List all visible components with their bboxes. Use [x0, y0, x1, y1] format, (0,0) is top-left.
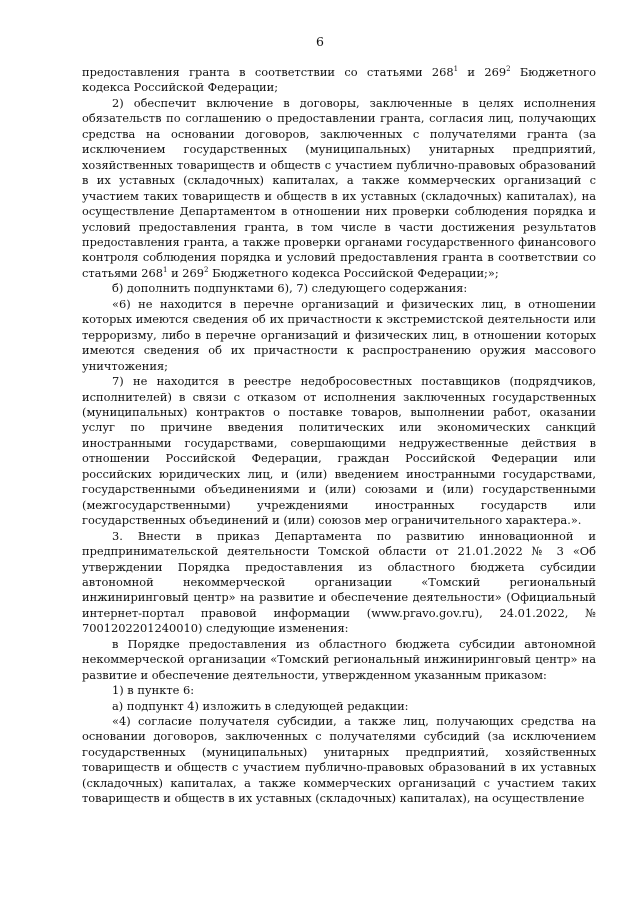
- paragraph-item-2: [82, 96, 596, 281]
- paragraph-grant-articles-continuation: [82, 65, 596, 96]
- page-number: 6: [316, 34, 324, 49]
- superscript: 2: [506, 65, 511, 73]
- paragraph-text: и 269: [458, 65, 507, 79]
- paragraph-procedure-intro: в Порядке предоставления из областного бюджета субсидии автономной некоммерческой организации «Томский региональный инжиниринговый центр» на развитие и обеспечение деятельности, утвержденном указанным приказом:: [82, 636, 596, 682]
- paragraph-text: 2) обеспечит включение в договоры, заключенные в целях исполнения обязательств по соглашению о предоставлении гранта, согласия лиц, получающих средства на основании договоров, заключенных с получателями гранта (за исключением государственных (муниципальных) унитарных предприятий, хозяйственных товариществ и обществ с участием публично-правовых образований в их уставных (складочных) капиталах, а также коммерческих организаций с участием таких товариществ и обществ в их уставных (складочных) капиталах), на осуществление Департаментом в отношении них проверки соблюдения порядка и условий предоставления гранта, в том числе в части достижения результатов предоставления гранта, а также проверки органами государственного финансового контроля соблюдения порядка и условий предоставления гранта в соответствии со статьями 268: [82, 95, 596, 280]
- superscript: 1: [162, 265, 168, 274]
- paragraph-item-1: 1) в пункте 6:: [112, 683, 195, 698]
- paragraph-text: Бюджетного кодекса Российской Федерации;»;: [208, 265, 499, 280]
- paragraph-subitem-6: «6) не находится в перечне организаций и физических лиц, в отношении которых имеются сведения об их причастности к экстремистской деятельности или терроризму, либо в перечне организаций и физических лиц, в отношении которых имеются сведения об их причастности к распространению оружия массового уничтожения;: [82, 296, 596, 373]
- superscript: 2: [204, 265, 209, 274]
- document-body: [82, 65, 596, 807]
- paragraph-subitem-7: 7) не находится в реестре недобросовестных поставщиков (подрядчиков, исполнителей) в связи с отказом от исполнения заключенных государственных (муниципальных) контрактов о поставке товаров, выполнении работ, оказании услуг по причине введения политических или экономических санкций иностранными государствами, совершающими недружественные действия в отношении Российской Федерации, граждан Российской Федерации или российских юридических лиц, и (или) введением иностранными государствами, государственными объединениями и (или) союзами и (или) государственными (межгосударственными) учреждениями иностранных государств или государственных объединений и (или) союзов мер ограничительного характера.».: [82, 374, 596, 528]
- paragraph-subitem-4: «4) согласие получателя субсидии, а также лиц, получающих средства на основании договоров, заключенных с получателями субсидий (за исключением государственных (муниципальных) унитарных предприятий, хозяйственных товариществ и обществ с участием публично-правовых образований в их уставных (складочных) капиталах, а также коммерческих организаций с участием таких товариществ и обществ в их уставных (складочных) капиталах), на осуществление: [82, 714, 596, 806]
- paragraph-text: Бюджетного кодекса Российской Федерации;: [82, 65, 597, 95]
- paragraph-text: и 269: [167, 265, 205, 280]
- paragraph-item-a: а) подпункт 4) изложить в следующей редакции:: [112, 698, 409, 713]
- paragraph-text: предоставления гранта в соответствии со статьями 268: [82, 65, 454, 79]
- superscript: 1: [453, 65, 459, 73]
- paragraph-section-3: 3. Внести в приказ Департамента по развитию инновационной и предпринимательской деятельности Томской области от 21.01.2022 № 3 «Об утверждении Порядка предоставления из областного бюджета субсидии автономной некоммерческой организации «Томский региональный инжиниринговый центр» на развитие и обеспечение деятельности» (Официальный интернет-портал правовой информации (www.pravo.gov.ru), 24.01.2022, № 7001202201240010) следующие изменения:: [82, 528, 596, 636]
- paragraph-item-b: б) дополнить подпунктами 6), 7) следующего содержания:: [112, 281, 468, 296]
